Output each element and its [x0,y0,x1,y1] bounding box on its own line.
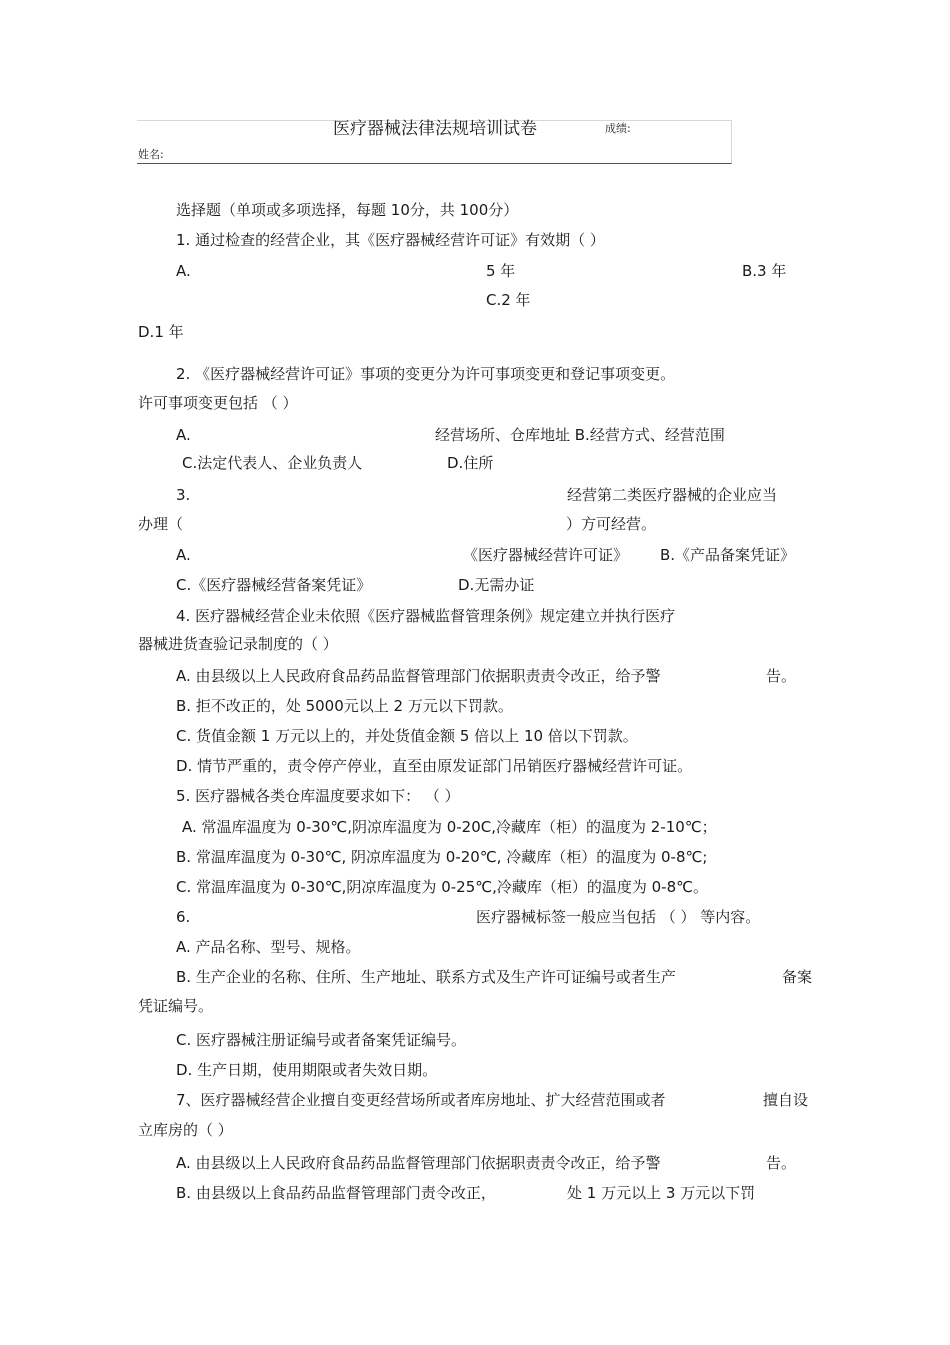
q2-stem-line2: 许可事项变更包括 （ ） [138,394,298,412]
q1-option-d: D.1 年 [138,323,184,341]
q5-option-a: A. 常温库温度为 0-30℃,阴凉库温度为 0-20C,冷藏库（柜）的温度为 2-10℃； [182,818,717,836]
q1-option-a-text: 5 年 [486,262,516,280]
q4-option-b: B. 拒不改正的，处 5000元以上 2 万元以下罚款。 [176,697,513,715]
q6-stem: 医疗器械标签一般应当包括 （ ） 等内容。 [476,908,761,926]
q3-stem-line2b: ）方可经营。 [566,515,657,533]
q3-stem-line1: 经营第二类医疗器械的企业应当 [567,486,778,504]
q1-stem: 1. 通过检查的经营企业，其《医疗器械经营许可证》有效期（ ） [176,231,605,249]
q7-option-a: A. 由县级以上人民政府食品药品监督管理部门依据职责责令改正，给予警 [176,1154,661,1172]
q2-option-ab: 经营场所、仓库地址 B.经营方式、经营范围 [435,426,725,444]
q3-option-c: C.《医疗器械经营备案凭证》 [176,576,372,594]
q6-number: 6. [176,908,191,926]
q7-stem-line2: 立库房的（ ） [138,1121,233,1139]
q6-option-b: B. 生产企业的名称、住所、生产地址、联系方式及生产许可证编号或者生产 [176,968,676,986]
q3-number: 3. [176,486,191,504]
page-title: 医疗器械法律法规培训试卷 [333,119,537,139]
q3-option-a-label: A. [176,546,191,564]
q3-option-b: B.《产品备案凭证》 [660,546,796,564]
q2-option-d: D.住所 [447,454,494,472]
q6-option-d: D. 生产日期，使用期限或者失效日期。 [176,1061,438,1079]
q2-option-c: C.法定代表人、企业负责人 [182,454,363,472]
q4-stem-line1: 4. 医疗器械经营企业未依照《医疗器械监督管理条例》规定建立并执行医疗 [176,607,676,625]
q7-option-b: B. 由县级以上食品药品监督管理部门责令改正， [176,1184,496,1202]
q4-option-a-tail: 告。 [766,667,797,685]
q6-option-a: A. 产品名称、型号、规格。 [176,938,361,956]
q1-option-c: C.2 年 [486,291,531,309]
q6-option-b-line2: 凭证编号。 [138,997,214,1015]
q3-option-d: D.无需办证 [458,576,535,594]
q7-stem-line1: 7、医疗器械经营企业擅自变更经营场所或者库房地址、扩大经营范围或者 [176,1091,666,1109]
q5-option-c: C. 常温库温度为 0-30℃,阴凉库温度为 0-25℃,冷藏库（柜）的温度为 0-8℃。 [176,878,708,896]
q4-option-a: A. 由县级以上人民政府食品药品监督管理部门依据职责责令改正，给予警 [176,667,661,685]
q5-stem: 5. 医疗器械各类仓库温度要求如下： （ ） [176,787,460,805]
q6-option-b-tail: 备案 [782,968,813,986]
q6-option-c: C. 医疗器械注册证编号或者备案凭证编号。 [176,1031,467,1049]
q7-stem-line1-tail: 擅自设 [763,1091,809,1109]
q4-stem-line2: 器械进货查验记录制度的（ ） [138,635,338,653]
q7-option-a-tail: 告。 [766,1154,797,1172]
q4-option-d: D. 情节严重的，责令停产停业，直至由原发证部门吊销医疗器械经营许可证。 [176,757,693,775]
q3-stem-line2a: 办理（ [138,515,184,533]
name-label: 姓名: [138,148,164,161]
q2-option-a-label: A. [176,426,191,444]
q3-option-a-text: 《医疗器械经营许可证》 [463,546,629,564]
q1-option-b: B.3 年 [742,262,787,280]
q5-option-b: B. 常温库温度为 0-30℃, 阴凉库温度为 0-20℃, 冷藏库（柜）的温度为 0-8℃; [176,848,708,866]
score-label: 成绩: [605,122,631,135]
q7-option-b-tail: 处 1 万元以上 3 万元以下罚 [567,1184,756,1202]
q4-option-c: C. 货值金额 1 万元以上的，并处货值金额 5 倍以上 10 倍以下罚款。 [176,727,638,745]
q2-stem-line1: 2. 《医疗器械经营许可证》事项的变更分为许可事项变更和登记事项变更。 [176,365,676,383]
q1-option-a-label: A. [176,262,191,280]
section-heading: 选择题（单项或多项选择，每题 10分，共 100分） [176,201,519,219]
